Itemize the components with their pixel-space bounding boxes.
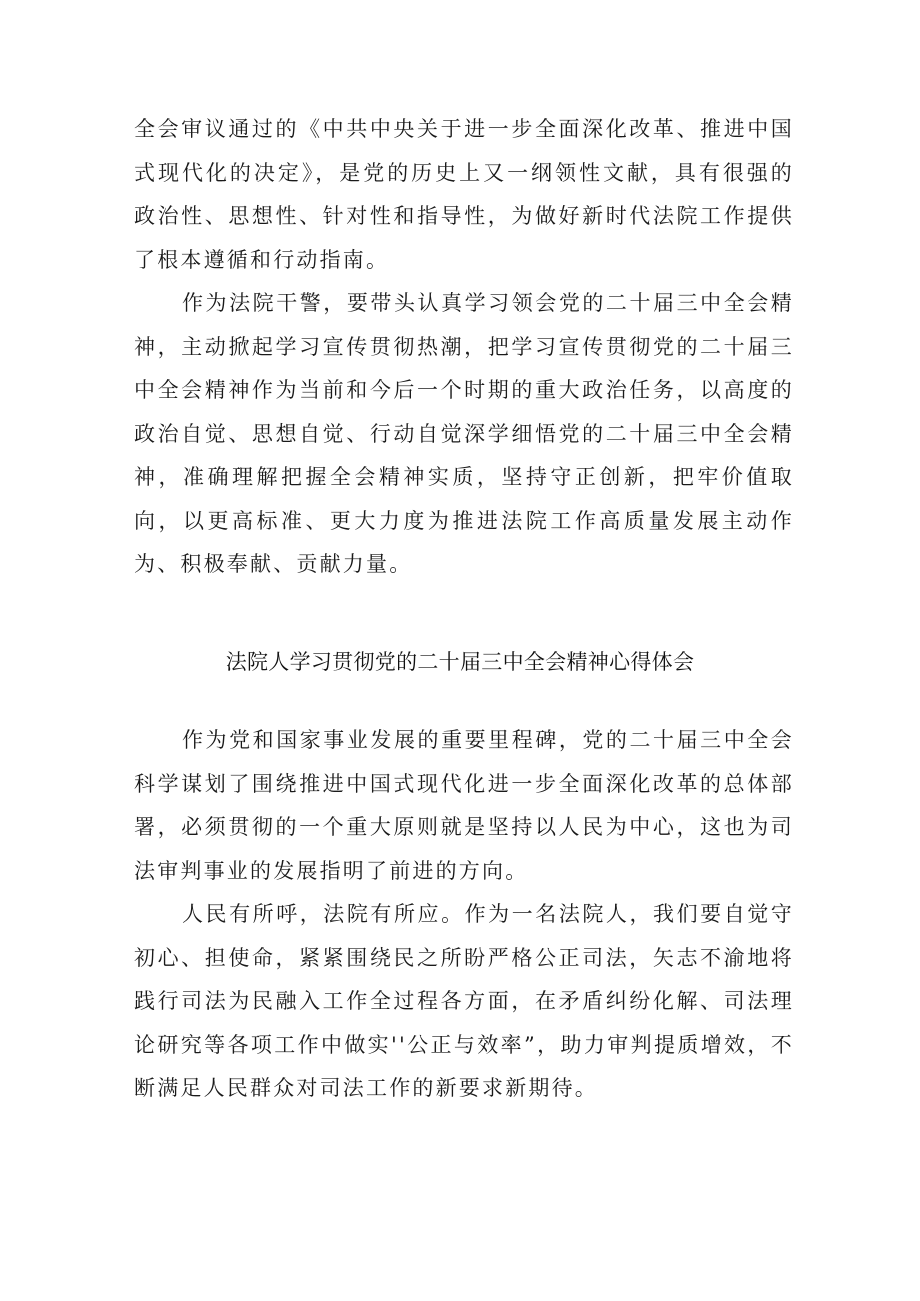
article-title: 法院人学习贯彻党的二十届三中全会精神心得体会: [225, 650, 695, 674]
paragraph: 人民有所呼，法院有所应。作为一名法院人，我们要自觉守初心、担使命，紧紧围绕民之所盼严格公正司法，矢志不渝地将践行司法为民融入工作全过程各方面，在矛盾纠纷化解、司法理论研究等各项工作中做实''公正与效率”，助力审判提质增效，不断满足人民群众对司法工作的新要求新期待。: [134, 902, 794, 1100]
paragraph: 作为法院干警，要带头认真学习领会党的二十届三中全会精神，主动掀起学习宣传贯彻热潮，把学习宣传贯彻党的二十届三中全会精神作为当前和今后一个时期的重大政治任务，以高度的政治自觉、思想自觉、行动自觉深学细悟党的二十届三中全会精神，准确理解把握全会精神实质，坚持守正创新，把牢价值取向，以更高标准、更大力度为推进法院工作高质量发展主动作为、积极奉献、贡献力量。: [134, 291, 794, 576]
paragraph: 作为党和国家事业发展的重要里程碑，党的二十届三中全会科学谋划了围绕推进中国式现代化进一步全面深化改革的总体部署，必须贯彻的一个重大原则就是坚持以人民为中心，这也为司法审判事业的发展指明了前进的方向。: [134, 728, 794, 883]
section-1-body: [134, 108, 794, 587]
section-2-body: [134, 719, 794, 1111]
paragraph-continuation: 全会审议通过的《中共中央关于进一步全面深化改革、推进中国式现代化的决定》，是党的历史上又一纲领性文献，具有很强的政治性、思想性、针对性和指导性，为做好新时代法院工作提供了根本遵循和行动指南。: [134, 117, 794, 272]
